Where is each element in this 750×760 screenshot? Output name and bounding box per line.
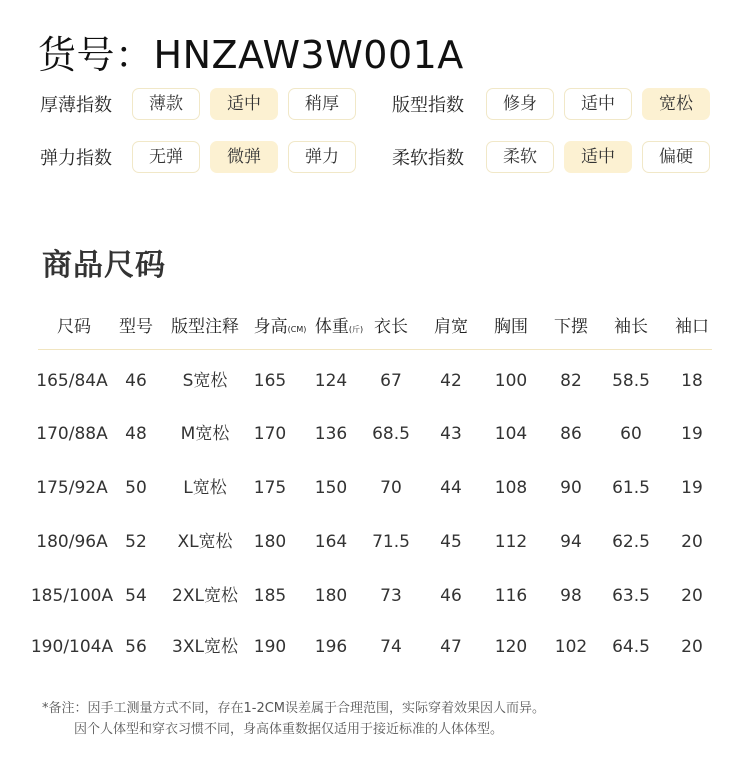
cell-sleeve: 58.5 [612,371,650,391]
thickness-option-medium: 适中 [210,88,278,120]
cell-cuff: 20 [681,586,703,606]
cell-size: 170/88A [36,424,108,444]
thickness-label: 厚薄指数 [40,95,112,116]
cell-cuff: 19 [681,478,703,498]
cell-height: 165 [253,371,287,391]
attr-row-1 [40,88,720,128]
cell-sleeve: 60 [620,424,642,444]
header-sleeve: 袖长 [614,317,648,337]
cell-height: 170 [253,424,287,444]
header-fit-note: 版型注释 [171,317,239,337]
cell-size: 175/92A [36,478,108,498]
elasticity-option-stretch: 弹力 [288,141,356,173]
cell-model: 48 [125,424,147,444]
fit-option-loose: 宽松 [642,88,710,120]
fit-label: 版型指数 [392,95,464,116]
cell-model: 56 [125,637,147,657]
softness-label: 柔软指数 [392,148,464,169]
cell-model: 52 [125,532,147,552]
cell-length: 74 [380,637,402,657]
cell-sleeve: 63.5 [612,586,650,606]
cell-hem: 86 [560,424,582,444]
cell-size: 190/104A [30,637,114,657]
softness-option-firm: 偏硬 [642,141,710,173]
product-code-title: 货号：HNZAW3W001A [38,33,464,77]
softness-option-medium: 适中 [564,141,632,173]
header-height [254,312,307,342]
cell-hem: 102 [554,637,588,657]
header-weight-text: 体重 [314,317,349,337]
size-section-title: 商品尺码 [42,248,166,283]
table-row [0,581,750,611]
cell-weight: 124 [314,371,348,391]
cell-length: 73 [380,586,402,606]
cell-shoulder: 46 [440,586,462,606]
fit-option-regular: 适中 [564,88,632,120]
cell-cuff: 19 [681,424,703,444]
cell-shoulder: 44 [440,478,462,498]
cell-shoulder: 42 [440,371,462,391]
cell-weight: 136 [314,424,348,444]
header-weight-unit: (斤) [348,325,364,334]
cell-fit-note: XL宽松 [177,532,233,552]
cell-height: 180 [253,532,287,552]
cell-chest: 104 [494,424,528,444]
cell-height: 175 [253,478,287,498]
header-divider [38,349,712,350]
header-shoulder: 肩宽 [434,317,468,337]
softness-option-soft: 柔软 [486,141,554,173]
cell-size: 180/96A [36,532,108,552]
cell-weight: 180 [314,586,348,606]
note-line-1: *备注：因手工测量方式不同，存在1-2CM误差属于合理范围，实际穿着效果因人而异。 [42,701,546,716]
cell-size: 185/100A [30,586,114,606]
header-height-unit: (CM) [287,325,307,334]
header-hem: 下摆 [554,317,588,337]
cell-hem: 90 [560,478,582,498]
cell-chest: 112 [494,532,528,552]
cell-sleeve: 64.5 [612,637,650,657]
cell-chest: 116 [494,586,528,606]
header-size: 尺码 [57,317,91,337]
attr-row-2 [40,141,720,181]
cell-fit-note: S宽松 [182,371,228,391]
cell-chest: 120 [494,637,528,657]
cell-size: 165/84A [36,371,108,391]
table-row [0,527,750,557]
cell-fit-note: 2XL宽松 [172,586,238,606]
table-row [0,473,750,503]
cell-fit-note: 3XL宽松 [172,637,238,657]
cell-height: 190 [253,637,287,657]
cell-cuff: 20 [681,637,703,657]
table-row [0,366,750,396]
cell-height: 185 [253,586,287,606]
table-row [0,419,750,449]
header-height-text: 身高 [253,317,288,337]
header-chest: 胸围 [494,317,528,337]
cell-shoulder: 43 [440,424,462,444]
header-length: 衣长 [374,317,408,337]
cell-weight: 196 [314,637,348,657]
cell-length: 67 [380,371,402,391]
fit-option-slim: 修身 [486,88,554,120]
header-weight [315,312,363,342]
thickness-option-thin: 薄款 [132,88,200,120]
cell-shoulder: 47 [440,637,462,657]
cell-sleeve: 62.5 [612,532,650,552]
elasticity-label: 弹力指数 [40,148,112,169]
header-model: 型号 [119,317,153,337]
table-row [0,632,750,662]
cell-hem: 82 [560,371,582,391]
cell-length: 70 [380,478,402,498]
cell-model: 46 [125,371,147,391]
cell-hem: 98 [560,586,582,606]
cell-hem: 94 [560,532,582,552]
cell-cuff: 18 [681,371,703,391]
cell-model: 54 [125,586,147,606]
cell-weight: 164 [314,532,348,552]
cell-cuff: 20 [681,532,703,552]
cell-shoulder: 45 [440,532,462,552]
cell-fit-note: L宽松 [183,478,227,498]
cell-weight: 150 [314,478,348,498]
size-table-header [0,312,750,342]
cell-chest: 108 [494,478,528,498]
thickness-option-thick: 稍厚 [288,88,356,120]
header-cuff: 袖口 [675,317,709,337]
cell-length: 68.5 [372,424,410,444]
cell-chest: 100 [494,371,528,391]
note-line-2: 因个人体型和穿衣习惯不同，身高体重数据仅适用于接近标准的人体体型。 [74,722,504,737]
cell-sleeve: 61.5 [612,478,650,498]
cell-length: 71.5 [372,532,410,552]
cell-fit-note: M宽松 [180,424,230,444]
cell-model: 50 [125,478,147,498]
elasticity-option-none: 无弹 [132,141,200,173]
elasticity-option-slight: 微弹 [210,141,278,173]
